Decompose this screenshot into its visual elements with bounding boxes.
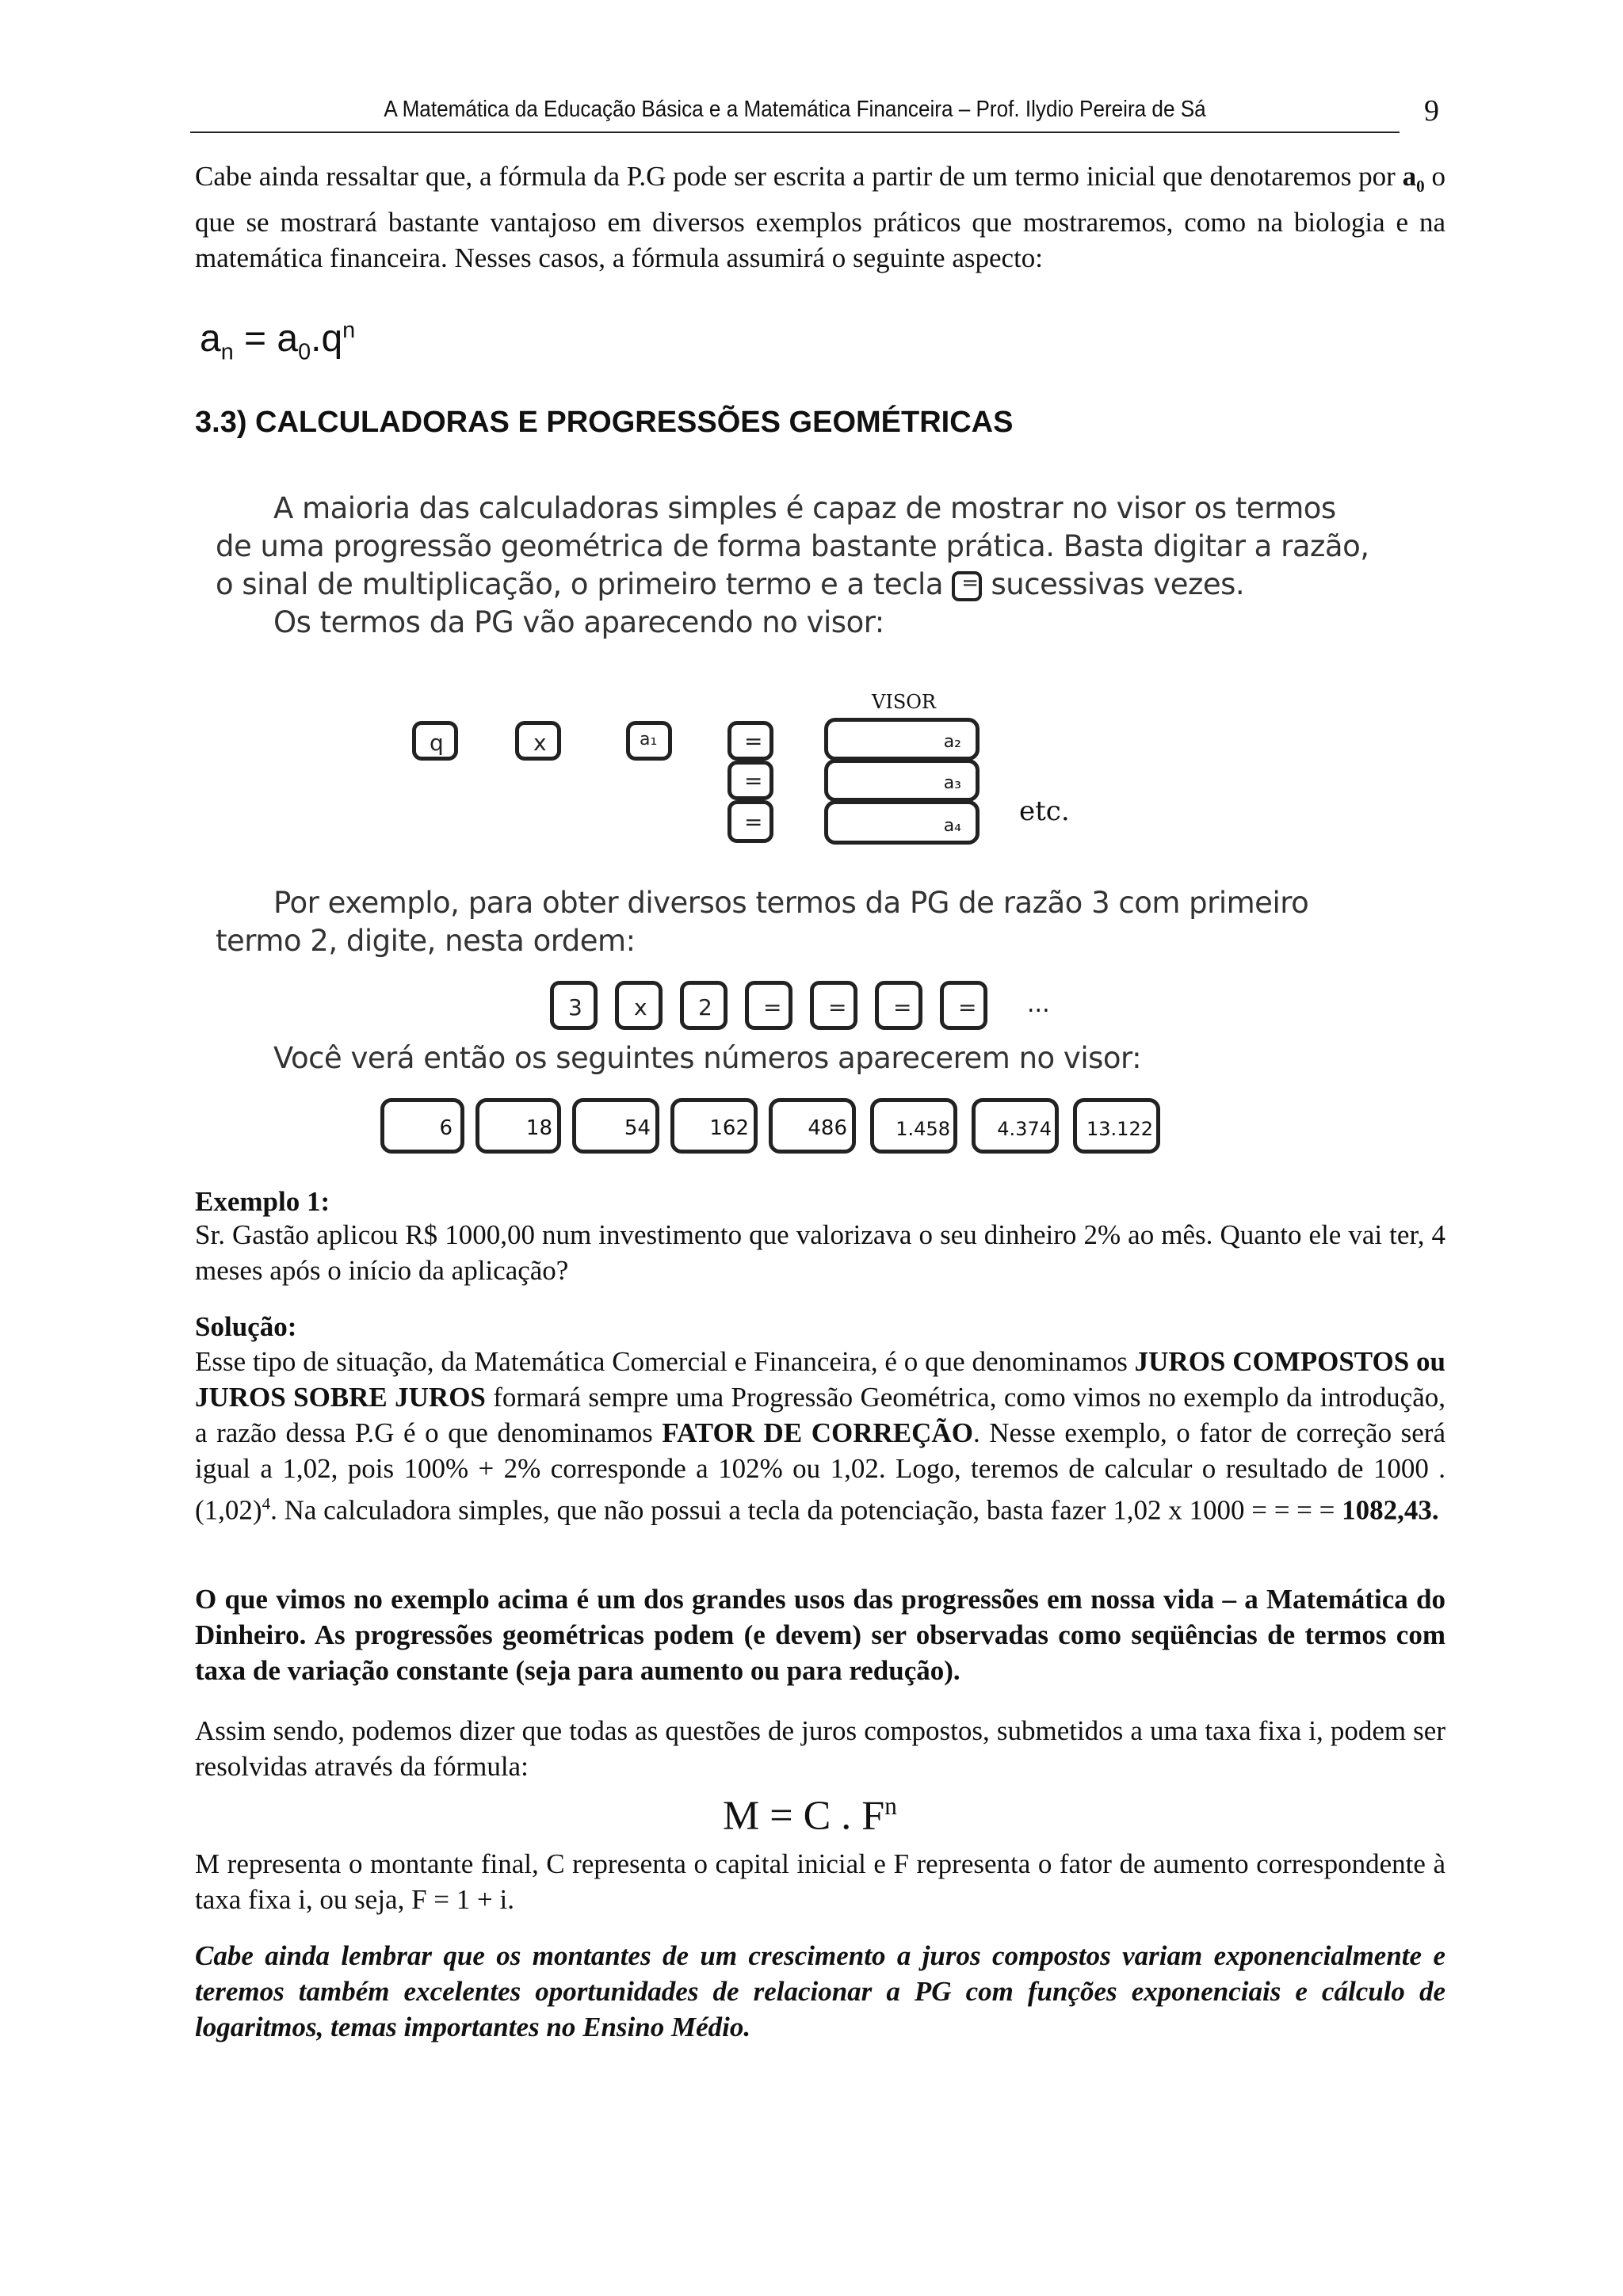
result-7: 4.374 [972,1098,1059,1154]
figure-result-line: Você verá então os seguintes números aparecerem no visor: [273,1041,1142,1075]
figure-line-3: o sinal de multiplicação, o primeiro termo e a tecla = sucessivas vezes. [216,567,1245,601]
result-1: 6 [380,1098,464,1154]
key-q: q [412,721,458,761]
key-equal-1: = [727,721,773,761]
intro-paragraph [195,158,1445,276]
solution-title: Solução: [195,1311,297,1342]
page-header [190,93,1400,133]
result-5: 486 [769,1098,856,1154]
key-multiply: x [515,721,561,761]
formula-compound: M = C . $F^n$ [723,1792,897,1839]
compound-paragraph: Assim sendo, podemos dizer que todas as questões de juros compostos, submetidos a uma taxa fixa i, podem ser resolvidas através da fórmula: [195,1715,1445,1782]
page-number: 9 [1424,94,1439,128]
key-equal-2: = [727,761,773,800]
intro-part2: o que se mostrará bastante vantajoso em diversos exemplos práticos que mostraremos, como na biologia e na matemática financeira. Nesses casos, a fórmula assumirá o seguinte aspecto: [195,161,1446,273]
key-equal-3: = [727,800,773,843]
result-8: 13.122 [1073,1098,1160,1154]
equal-key-icon: = [952,571,982,601]
section-title: 3.3) CALCULADORAS E PROGRESSÕES GEOMÉTRICAS [195,406,1014,439]
result-2: 18 [475,1098,561,1154]
closing-paragraph: Cabe ainda lembrar que os montantes de um crescimento a juros compostos variam exponencialmente e teremos também excelentes oportunidades de relacionar a PG com funções exponenciais e cálculo de logaritmos, temas importantes no Ensino Médio. [195,1940,1445,2042]
seq-key-3: 3 [550,981,598,1030]
example1-text: Sr. Gastão aplicou R$ 1000,00 num investimento que valorizava o seu dinheiro 2% ao mês. Quanto ele vai ter, 4 meses após o início da aplicação? [195,1219,1445,1286]
visor-a2: a₂ [824,718,980,761]
seq-key-x: x [615,981,663,1030]
explain-paragraph: M representa o montante final, C representa o capital inicial e F representa o fator de aumento correspondente à taxa fixa i, ou seja, F = 1 + i. [195,1848,1445,1915]
intro-part1: Cabe ainda ressaltar que, a fórmula da P.G pode ser escrita a partir de um termo inicial que denotaremos por [195,161,1403,192]
a0-symbol: $a_0$ [1402,161,1425,196]
result-3: 54 [572,1098,659,1154]
highlight-paragraph: O que vimos no exemplo acima é um dos grandes usos das progressões em nossa vida – a Matemática do Dinheiro. As progressões geométricas podem (e devem) ser observadas como seqüências de termos com taxa de variação constante (seja para aumento ou para redução). [195,1584,1445,1686]
visor-a3: a₃ [824,759,980,802]
figure-example-line-2: termo 2, digite, nesta ordem: [216,924,636,958]
solution-text: Esse tipo de situação, da Matemática Comercial e Financeira, é o que denominamos JUROS COMPOSTOS ou JUROS SOBRE JUROS formará sempre uma Progressão Geométrica, como vimos no exemplo da introdução, a razão dessa P.G é o que denominamos FATOR DE CORREÇÃO. Nesse exemplo, o fator de correção será igual a 1,02, pois 100% + 2% corresponde a 102% ou 1,02. Logo, teremos de calcular o resultado de 1000 . $(1,02)^4$. Na calculadora simples, que não possui a tecla da potenciação, basta fazer 1,02 x 1000 = = = = 1082,43. [195,1346,1445,1526]
example1-title: Exemplo 1: [195,1186,330,1217]
seq-ellipsis: ... [1027,990,1050,1018]
result-6: 1.458 [870,1098,957,1154]
etc-label: etc. [1019,795,1070,827]
seq-key-equal-1: = [745,981,792,1030]
visor-a4: a₄ [824,800,980,845]
visor-label: VISOR [872,691,936,713]
key-a1: a₁ [626,721,672,761]
figure-line-4: Os termos da PG vão aparecendo no visor: [273,605,884,639]
figure-example-line-1: Por exemplo, para obter diversos termos da PG de razão 3 com primeiro [273,886,1309,920]
seq-key-equal-2: = [810,981,857,1030]
figure-line-2: de uma progressão geométrica de forma bastante prática. Basta digitar a razão, [216,529,1369,563]
header-title: A Matemática da Educação Básica e a Matemática Financeira – Prof. Ilydio Pereira de Sá [384,97,1206,122]
result-4: 162 [670,1098,758,1154]
formula-pg: $a_n = a_0.q^n$ [200,318,356,365]
seq-key-2: 2 [680,981,727,1030]
figure-line-1: A maioria das calculadoras simples é capaz de mostrar no visor os termos [273,491,1336,525]
seq-key-equal-3: = [875,981,922,1030]
seq-key-equal-4: = [940,981,987,1030]
